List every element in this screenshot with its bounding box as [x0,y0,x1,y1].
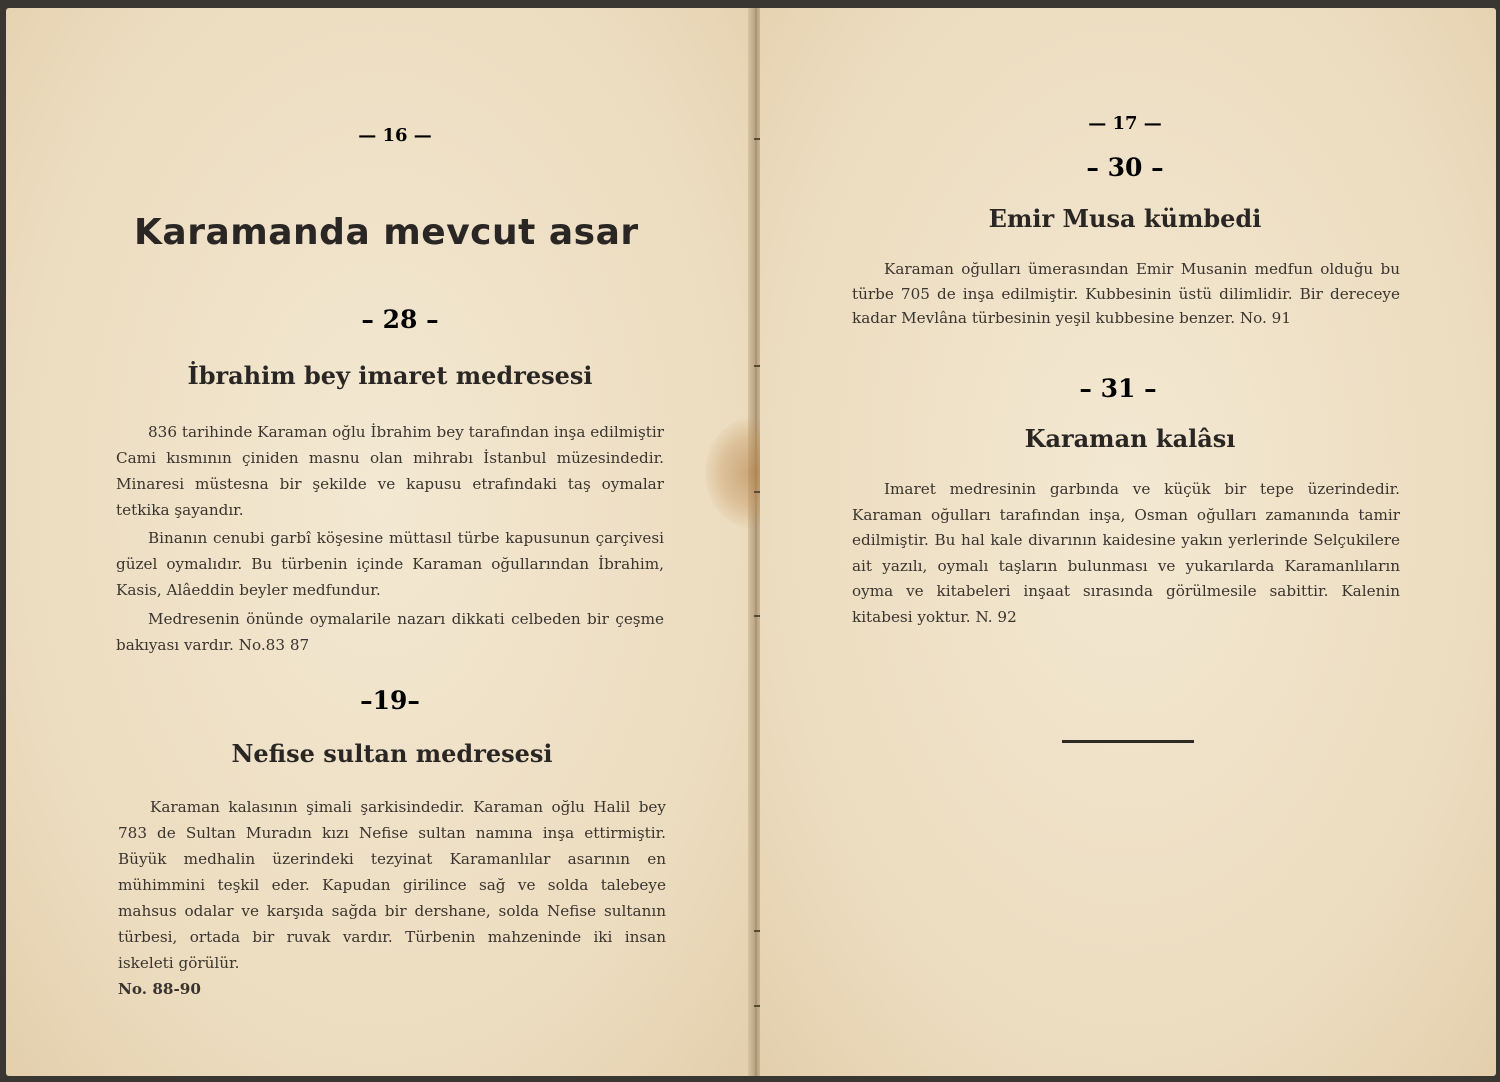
section-number-28: – 28 – [361,305,439,334]
section-number-19: –19– [360,686,420,715]
paragraph: Karaman oğulları ümerasından Emir Musanin medfun olduğu bu türbe 705 de inşa edilmiştir. Kubbesinin üstü dilimlidir. Bir dereceye kadar Mevlâna türbesinin yeşil kubbesine benzer. No. 91 [852,260,1400,327]
section-number-31: – 31 – [1079,374,1157,403]
section-heading-emir-musa: Emir Musa kümbedi [988,204,1262,233]
paragraph: Binanın cenubi garbî köşesine müttasıl türbe kapusunun çarçivesi güzel oymalıdır. Bu türbenin içinde Karaman oğullarından İbrahim, Kasis, Alâeddin beyler medfundur. [116,529,664,599]
section-heading-karaman-kalasi: Karaman kalâsı [1024,424,1236,453]
end-rule [1062,740,1194,743]
paragraph: 836 tarihinde Karaman oğlu İbrahim bey tarafından inşa edilmiştir Cami kısmının çiniden masnu olan mihrabı İstanbul müzesindedir. Minaresi müstesna bir şekilde ve kapusu etrafındaki taş oymalar tetkika şayandır. [116,423,664,519]
main-title: Karamanda mevcut asar [134,212,639,253]
left-page-number: — 16 — [358,125,432,146]
paragraph: Imaret medresinin garbında ve küçük bir tepe üzerindedir. Karaman oğulları tarafından inşa, Osman oğulları zamanında tamir edilmiştir. Bu hal kale divarının kaidesine yakın yerlerinde Selçukilere ait yazılı, oymalı taşların bulunması ve yukarılarda Karamanlıların oyma ve kitabeleri inşaat sırasında görülmesile sabittir. Kalenin kitabesi yoktur. N. 92 [852,480,1400,626]
right-page-number: — 17 — [1088,113,1162,134]
paragraph: Karaman kalasının şimali şarkisindedir. Karaman oğlu Halil bey 783 de Sultan Muradın kızı Nefise sultan namına inşa ettirmiştir. Büyük medhalin üzerindeki tezyinat Karamanlılar asarının en mühimmini teşkil eder. Kapudan girilince sağ ve solda talebeye mahsus odalar ve karşıda sağda bir dershane, solda Nefise sultanın türbesi, ortada bir ruvak vardır. Türbenin mahzeninde iki insan iskeleti görülür. [118,798,666,972]
section-heading-ibrahim-bey: İbrahim bey imaret medresesi [187,361,593,390]
paragraph: Medresenin önünde oymalarile nazarı dikkati celbeden bir çeşme bakıyası vardır. No.83 87 [116,610,664,654]
section-number-30: – 30 – [1086,153,1164,182]
reference-number: No. 88-90 [118,980,201,998]
section-heading-nefise-sultan: Nefise sultan medresesi [231,739,553,768]
